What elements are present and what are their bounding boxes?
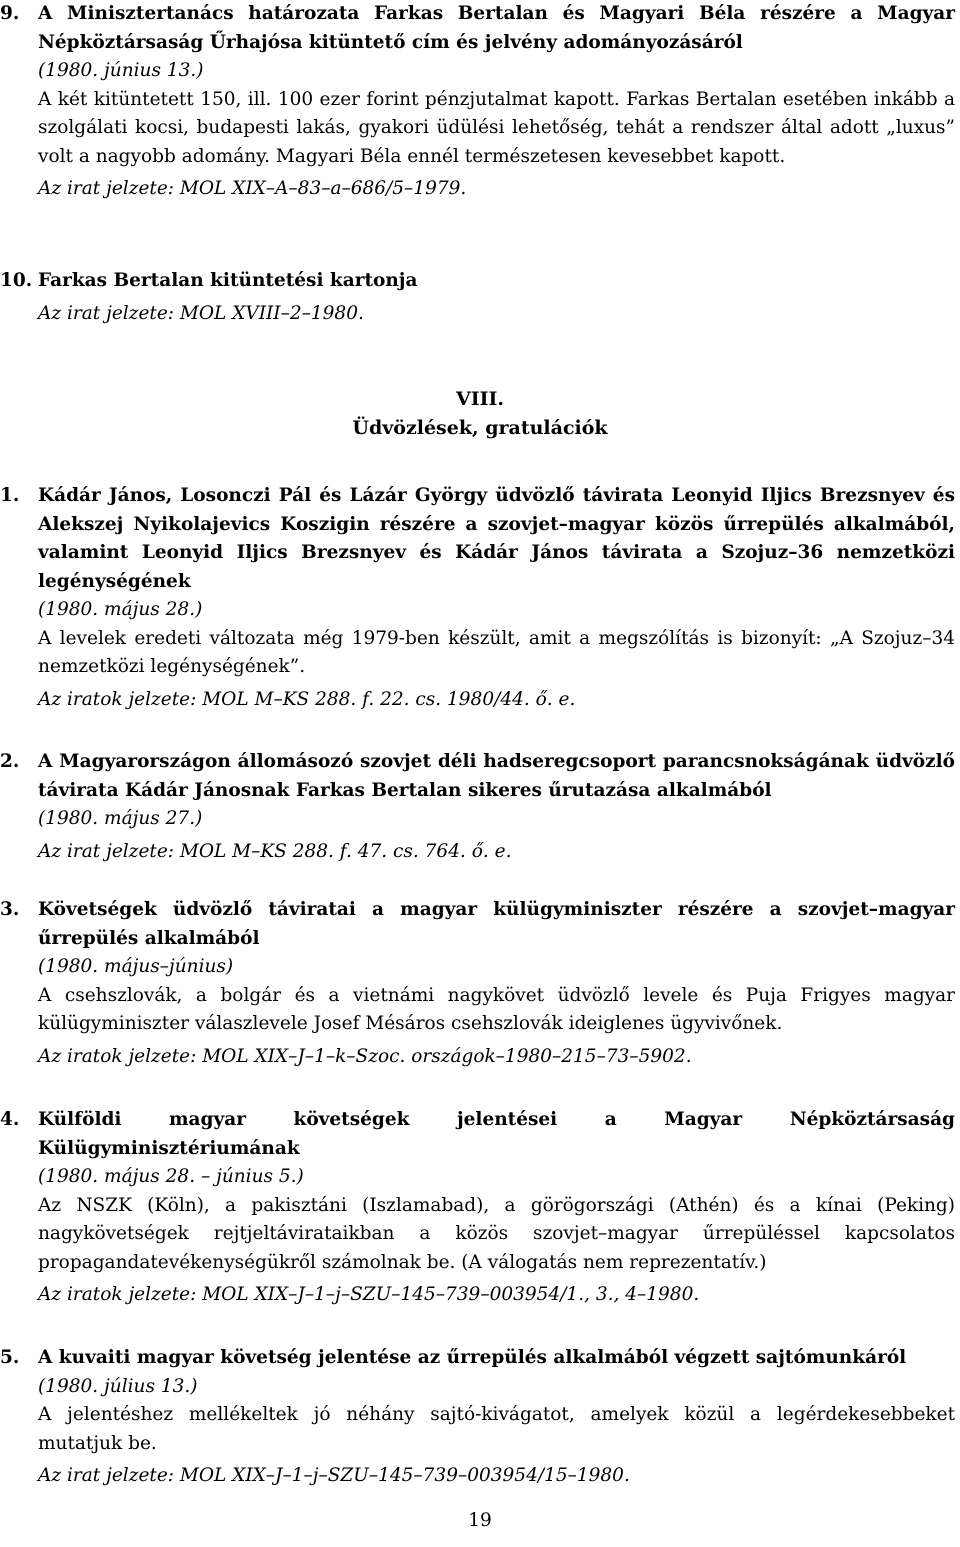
entry-number: 3.: [0, 899, 20, 920]
entry-number: 4.: [0, 1109, 20, 1130]
entry-reference: Az irat jelzete: MOL XIX–A–83–a–686/5–1979.: [38, 178, 467, 199]
entry-title: Külföldi magyar követségek jelentései a Magyar Népköztársaság Külügyminisztériumának: [38, 1109, 955, 1159]
entry-description: A jelentéshez mellékeltek jó néhány sajtó-kivágatot, amelyek közül a legérdekesebbeket mutatjuk be.: [38, 1404, 955, 1454]
entry-date: (1980. június 13.): [38, 60, 204, 81]
entry-title: A kuvaiti magyar követség jelentése az űrrepülés alkalmából végzett sajtómunkáról: [38, 1347, 907, 1368]
entry-reference: Az iratok jelzete: MOL XIX–J–1–j–SZU–145–739–003954/1., 3., 4–1980.: [38, 1284, 700, 1305]
entry-date: (1980. május–június): [38, 956, 234, 977]
entry-number: 9.: [0, 3, 20, 24]
entry-description: A csehszlovák, a bolgár és a vietnámi nagykövet üdvözlő levele és Puja Frigyes magyar külügyminiszter válaszlevele Josef Mésáros csehszlovák ideiglenes ügyvivőnek.: [38, 984, 955, 1034]
entry-title: Kádár János, Losonczi Pál és Lázár György üdvözlő távirata Leonyid Iljics Brezsnyev és Alekszej Nyikolajevics Koszigin részére a szovjet–magyar közös űrrepülés alkalmából, valamint Leonyid Iljics Brezsnyev és Kádár János távirata a Szojuz–36 nemzetközi legénységének: [38, 485, 955, 592]
entry-reference: Az irat jelzete: MOL M–KS 288. f. 47. cs. 764. ő. e.: [38, 840, 512, 862]
entry-reference: Az iratok jelzete: MOL XIX–J–1–k–Szoc. országok–1980–215–73–5902.: [38, 1045, 692, 1067]
entry-reference: Az irat jelzete: MOL XVIII–2–1980.: [38, 302, 364, 324]
page-number: 19: [468, 1510, 492, 1531]
entry-description: A levelek eredeti változata még 1979-ben készült, amit a megszólítás is bizonyít: „A Szojuz–34 nemzetközi legénységének”.: [38, 627, 955, 677]
document-entry-1: [0, 482, 955, 714]
entry-reference: Az irat jelzete: MOL XIX–J–1–j–SZU–145–739–003954/15–1980.: [38, 1465, 630, 1486]
document-entry-4: [0, 1106, 955, 1310]
entry-title: A Minisztertanács határozata Farkas Bertalan és Magyari Béla részére a Magyar Népköztársaság Űrhajósa kitüntető cím és jelvény adományozásáról: [38, 3, 955, 53]
entry-description: A két kitüntetett 150, ill. 100 ezer forint pénzjutalmat kapott. Farkas Bertalan esetében inkább a szolgálati kocsi, budapesti lakás, gyakori üdülési lehetőség, tehát a rendszer által adott „luxus” volt a nagyobb adomány. Magyari Béla ennél természetesen kevesebbet kapott.: [38, 88, 955, 167]
document-entry-10: [0, 267, 955, 328]
entry-number: 2.: [0, 751, 20, 772]
entry-title: Követségek üdvözlő táviratai a magyar külügyminiszter részére a szovjet–magyar űrrepülés alkalmából: [38, 899, 955, 949]
section-number: VIII.: [455, 388, 505, 410]
entry-title: A Magyarországon állomásozó szovjet déli hadseregcsoport parancsnokságának üdvözlő távirata Kádár Jánosnak Farkas Bertalan sikeres űrutazása alkalmából: [38, 751, 955, 801]
entry-title: Farkas Bertalan kitüntetési kartonja: [38, 270, 418, 291]
section-title: Üdvözlések, gratulációk: [352, 417, 608, 439]
document-entry-3: [0, 896, 955, 1071]
entry-description: Az NSZK (Köln), a pakisztáni (Iszlamabad), a görögországi (Athén) és a kínai (Peking) nagykövetségek rejtjeltávirataikban a közös szovjet–magyar űrrepüléssel kapcsolatos propagandatevékenységükről számolnak be. (A válogatás nem reprezentatív.): [38, 1194, 955, 1273]
entry-number: 5.: [0, 1347, 20, 1368]
entry-date: (1980. május 27.): [38, 808, 203, 829]
entry-reference: Az iratok jelzete: MOL M–KS 288. f. 22. cs. 1980/44. ő. e.: [38, 688, 576, 710]
document-entry-9: [0, 0, 955, 204]
entry-date: (1980. május 28.): [38, 599, 203, 620]
entry-date: (1980. május 28. – június 5.): [38, 1166, 304, 1187]
document-entry-2: [0, 748, 955, 866]
entry-date: (1980. július 13.): [38, 1375, 198, 1397]
entry-number: 10.: [0, 270, 33, 291]
entry-number: 1.: [0, 485, 20, 506]
document-entry-5: [0, 1344, 955, 1491]
